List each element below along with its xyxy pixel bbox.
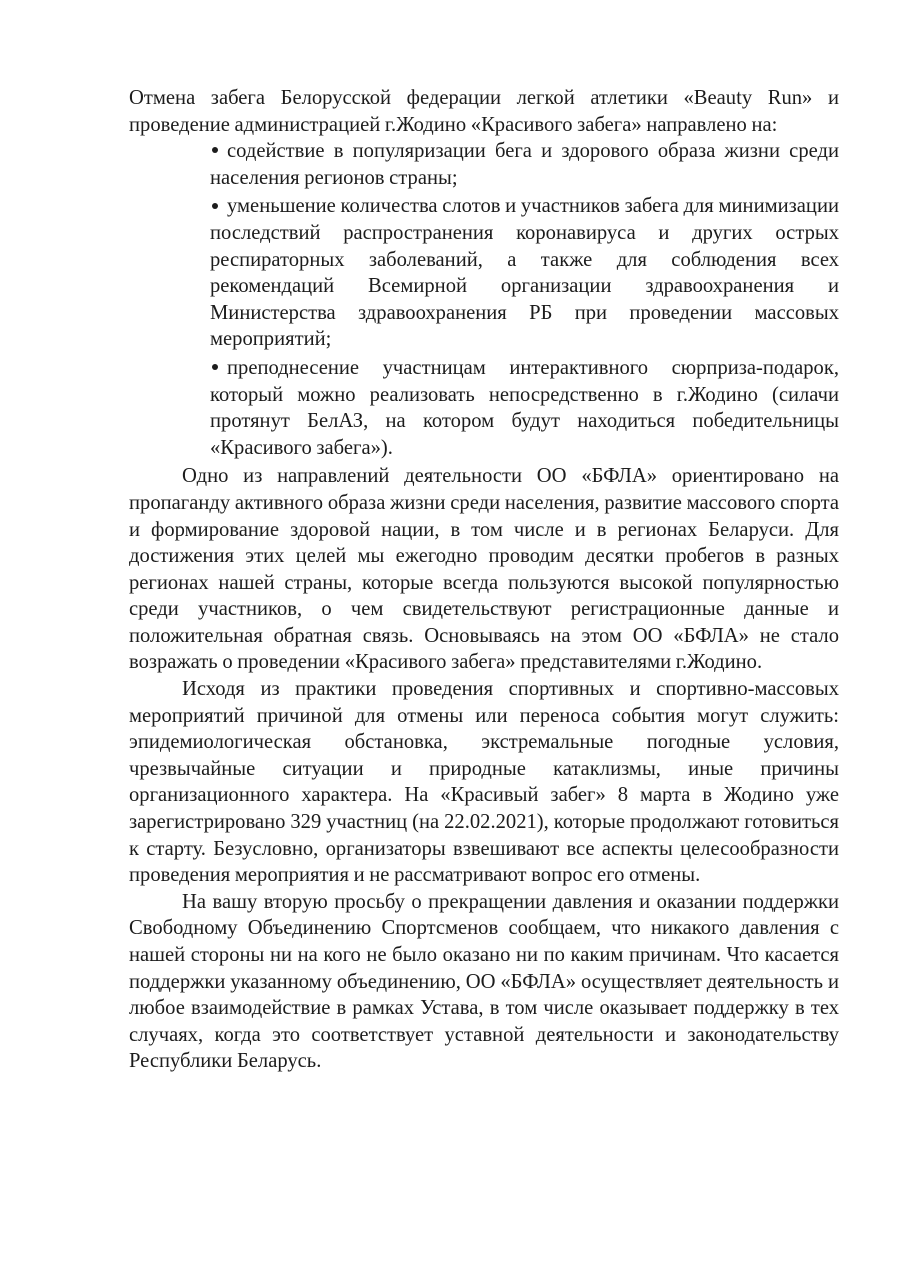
document-page xyxy=(129,85,839,1075)
bullet-item xyxy=(210,355,839,461)
body-paragraph: На вашу вторую просьбу о прекращении давления и оказании поддержки Свободному Объединению Спортсменов сообщаем, что никакого давления с нашей стороны ни на кого не было оказано ни по каким причинам. Что касается поддержки указанному объединению, ОО «БФЛА» осуществляет деятельность и любое взаимодействие в рамках Устава, в том числе оказывает поддержку в тех случаях, когда это соответствует уставной деятельности и законодательству Республики Беларусь. xyxy=(129,890,839,1073)
bullet-item xyxy=(210,193,839,353)
body-paragraph: Одно из направлений деятельности ОО «БФЛА» ориентировано на пропаганду активного образа жизни среди населения, развитие массового спорта и формирование здоровой нации, в том числе и в регионах Беларуси. Для достижения этих целей мы ежегодно проводим десятки пробегов в разных регионах нашей страны, которые всегда пользуются высокой популярностью среди участников, о чем свидетельствуют регистрационные данные и положительная обратная связь. Основываясь на этом ОО «БФЛА» не стало возражать о проведении «Красивого забега» представителями г.Жодино. xyxy=(129,465,839,674)
bullet-list xyxy=(129,138,839,461)
bullet-text: преподнесение участницам интерактивного сюрприза-подарок, который можно реализовать непосредственно в г.Жодино (силачи протянут БелАЗ, на котором будут находиться победительницы «Красивого забега»). xyxy=(210,356,839,459)
bullet-item xyxy=(210,138,839,191)
bullet-text: содействие в популяризации бега и здорового образа жизни среди населения регионов страны; xyxy=(210,140,839,189)
bullet-icon xyxy=(212,203,218,209)
bullet-text: уменьшение количества слотов и участников забега для минимизации последствий распространения коронавируса и других острых респираторных заболеваний, а также для соблюдения всех рекомендаций Всемирной организации здравоохранения и Министерства здравоохранения РБ при проведении массовых мероприятий; xyxy=(210,195,839,351)
bullet-icon xyxy=(212,147,218,153)
intro-paragraph: Отмена забега Белорусской федерации легкой атлетики «Beauty Run» и проведение администрацией г.Жодино «Красивого забега» направлено на: xyxy=(129,87,839,136)
bullet-icon xyxy=(212,364,218,370)
body-paragraph: Исходя из практики проведения спортивных и спортивно-массовых мероприятий причиной для отмены или переноса события могут служить: эпидемиологическая обстановка, экстремальные погодные условия, чрезвычайные ситуации и природные катаклизмы, иные причины организационного характера. На «Красивый забег» 8 марта в Жодино уже зарегистрировано 329 участниц (на 22.02.2021), которые продолжают готовиться к старту. Безусловно, организаторы взвешивают все аспекты целесообразности проведения мероприятия и не рассматривают вопрос его отмены. xyxy=(129,678,839,887)
